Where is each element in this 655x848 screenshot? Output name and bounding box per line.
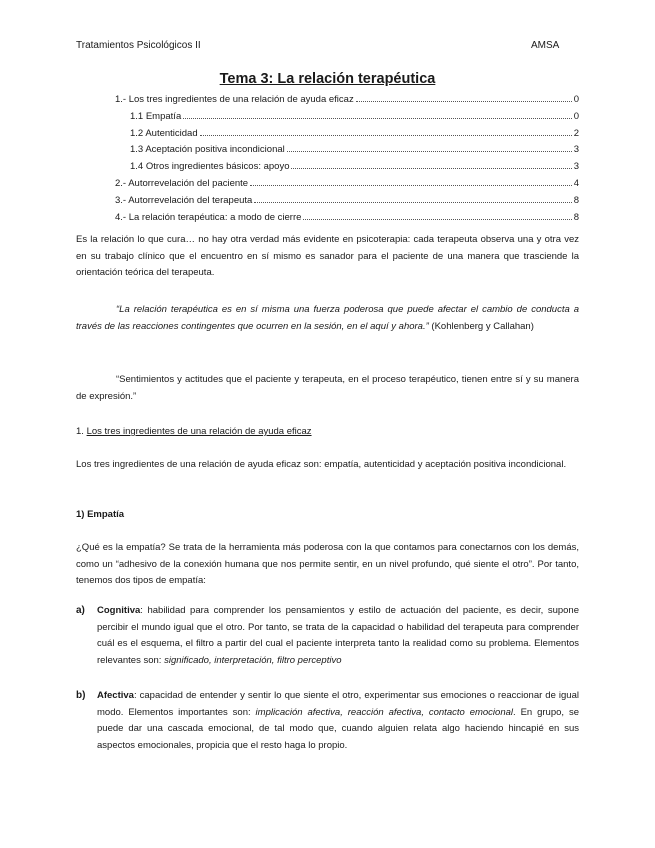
section-heading — [76, 424, 579, 441]
toc-entry-label: 3.- Autorrevelación del terapeuta — [115, 194, 253, 206]
toc-leader — [254, 201, 571, 203]
toc-entry[interactable] — [115, 94, 579, 111]
header-course: Tratamientos Psicológicos II — [76, 40, 201, 51]
toc-entry-label: 1.1 Empatía — [130, 110, 182, 122]
list-text: : capacidad de entender y sentir lo que siente el otro, experimentar sus emociones o reaccionar de igual modo. Elementos importantes son: — [97, 690, 579, 718]
list-item — [76, 688, 579, 754]
quote-kohlenberg — [76, 302, 579, 335]
toc-entry[interactable] — [115, 178, 579, 195]
toc-entry-page: 0 — [573, 94, 579, 105]
list-item-body — [97, 688, 579, 754]
toc-leader — [287, 150, 572, 152]
toc-leader — [200, 134, 572, 136]
header-author: AMSA — [531, 40, 560, 51]
toc-leader — [303, 218, 571, 220]
toc-entry[interactable] — [115, 144, 579, 161]
empatia-paragraph: ¿Qué es la empatía? Se trata de la herramienta más poderosa con la que contamos para conectarnos con los demás, como un “adhesivo de la conexión humana que nos permite sentir, en un nivel profundo, qué siente el otro”. Por tanto, tenemos dos tipos de empatía: — [76, 542, 579, 586]
list-text: : habilidad para comprender los pensamientos y estilo de actuación del paciente, es decir, supone percibir el mundo igual que el otro. Por tanto, se trata de la capacidad o habilidad del terapeuta para comprender cuál es el esquema, el filtro a partir del cual el paciente interpreta tanto la realidad como su problema. Elementos relevantes son: — [97, 605, 579, 666]
toc-entry[interactable] — [115, 195, 579, 212]
section-intro: Los tres ingredientes de una relación de ayuda eficaz son: empatía, autenticidad y aceptación positiva incondicional. — [76, 459, 567, 470]
toc-entry-label: 1.2 Autenticidad — [130, 127, 198, 139]
toc-entry-page: 8 — [573, 211, 579, 223]
toc-leader — [356, 100, 572, 102]
table-of-contents — [115, 94, 579, 228]
subsection-heading: 1) Empatía — [76, 509, 125, 520]
toc-entry[interactable] — [115, 111, 579, 128]
toc-entry-label: 1.- Los tres ingredientes de una relación de ayuda eficaz — [115, 94, 354, 105]
quote-source: (Kohlenberg y Callahan) — [428, 320, 534, 332]
list-term: Cognitiva — [97, 605, 141, 616]
list-emphasis: implicación afectiva, reacción afectiva, contacto emocional — [255, 706, 514, 718]
toc-entry[interactable] — [115, 161, 579, 178]
toc-leader — [291, 167, 571, 169]
list-tail: . En grupo, se puede dar una cascada emocional, de tal modo que, cuando alguien relata algo haciendo hincapié en sus aspectos emocionales, propicia que el resto haga lo propio. — [97, 706, 579, 751]
quote-text: “La relación terapéutica es en sí misma una fuerza poderosa que puede afectar el cambio de conducta a través de las reacciones contingentes que ocurren en la sesión, en el aquí y ahora.” — [76, 304, 579, 332]
section-title: Los tres ingredientes de una relación de ayuda eficaz — [86, 426, 312, 437]
list-marker: a) — [76, 605, 85, 616]
toc-leader — [250, 184, 572, 186]
page-title: Tema 3: La relación terapéutica — [219, 71, 436, 87]
toc-entry-page: 0 — [573, 110, 579, 122]
list-item — [76, 603, 579, 669]
quote-definition: “Sentimientos y actitudes que el paciente y terapeuta, en el proceso terapéutico, tienen entre sí y su manera de expresión.” — [76, 374, 579, 402]
section-number: 1. — [76, 426, 87, 437]
list-term: Afectiva — [97, 690, 134, 701]
toc-entry-label: 4.- La relación terapéutica: a modo de cierre — [115, 211, 302, 223]
toc-entry[interactable] — [115, 212, 579, 229]
toc-entry-page: 2 — [573, 127, 579, 139]
intro-paragraph: Es la relación lo que cura… no hay otra verdad más evidente en psicoterapia: cada terapeuta observa una y otra vez en su trabajo clínico que el encuentro en sí mismo es sanador para el paciente de una manera que trasciende la orientación teórica del terapeuta. — [76, 234, 579, 278]
toc-entry-label: 1.4 Otros ingredientes básicos: apoyo — [130, 161, 290, 173]
toc-entry-label: 1.3 Aceptación positiva incondicional — [130, 144, 285, 156]
toc-leader — [183, 117, 571, 119]
toc-entry-label: 2.- Autorrevelación del paciente — [115, 177, 249, 189]
toc-entry-page: 3 — [573, 161, 579, 173]
toc-entry-page: 3 — [573, 144, 579, 156]
toc-entry-page: 8 — [573, 194, 579, 206]
list-item-body — [97, 603, 579, 669]
list-emphasis: significado, interpretación, filtro perceptivo — [164, 654, 342, 666]
list-marker: b) — [76, 690, 86, 701]
toc-entry[interactable] — [115, 128, 579, 145]
toc-entry-page: 4 — [573, 177, 579, 189]
